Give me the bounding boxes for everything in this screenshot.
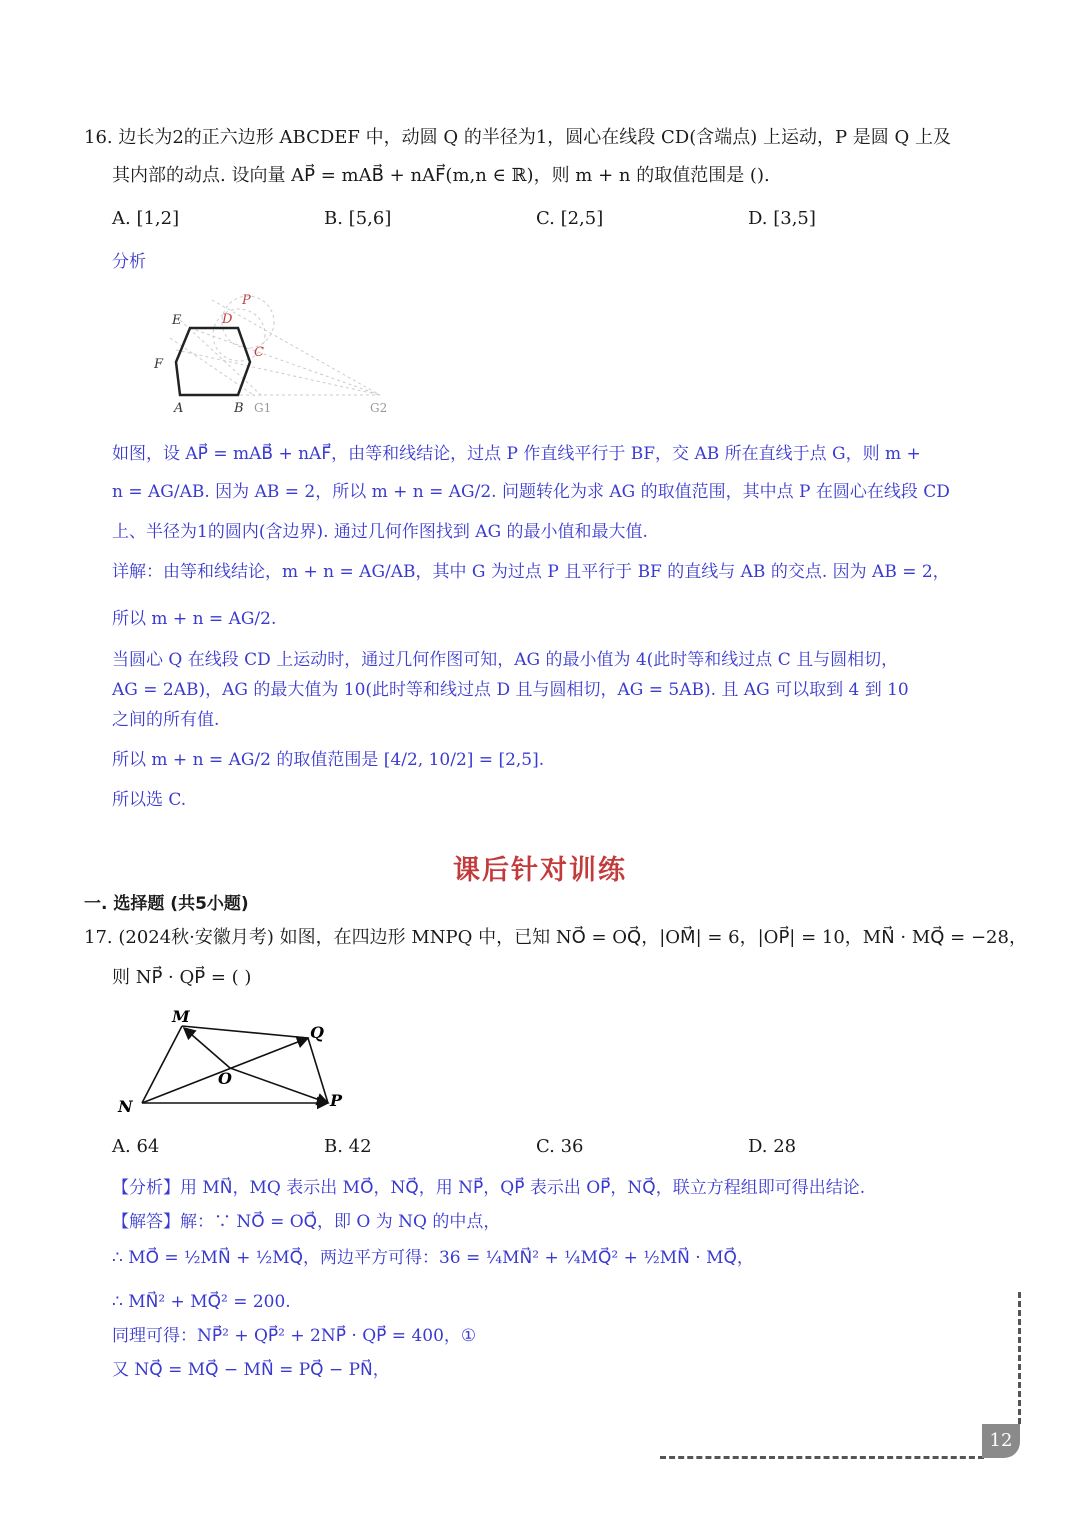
page-border-horizontal <box>660 1456 984 1459</box>
q16-solution-7: AG = 2AB)，AG 的最大值为 10(此时等和线过点 D 且与圆相切，AG = 5AB). 且 AG 可以取到 4 到 10 <box>112 680 909 700</box>
label-e: E <box>172 313 182 328</box>
label-b: B <box>234 401 244 416</box>
quadrilateral-figure <box>110 1000 360 1120</box>
label-g1: G1 <box>254 401 272 415</box>
label-q: Q <box>310 1023 324 1042</box>
label-a: A <box>174 401 184 416</box>
q17-option-a: A. 64 <box>112 1136 160 1157</box>
page-border-vertical <box>1018 1292 1021 1424</box>
label-p: P <box>242 293 251 308</box>
q17-solution-5: 同理可得：NP⃗² + QP⃗² + 2NP⃗ · QP⃗ = 400，① <box>112 1326 477 1346</box>
label-n: N <box>118 1097 133 1116</box>
q16-solution-8: 之间的所有值. <box>112 710 220 730</box>
q16-solution-3: 上、半径为1的圆内(含边界). 通过几何作图找到 AG 的最小值和最大值. <box>112 522 648 542</box>
label-o: O <box>218 1069 232 1088</box>
label-d: D <box>222 312 233 327</box>
q17-solution-1: 【分析】用 MN⃗，MQ 表示出 MO⃗，NQ⃗，用 NP⃗，QP⃗ 表示出 OP⃗，NQ⃗，联立方程组即可得出结论. <box>112 1178 866 1198</box>
label-m: M <box>172 1007 190 1026</box>
q17-option-b: B. 42 <box>324 1136 372 1157</box>
q16-option-a: A. [1,2] <box>112 208 180 229</box>
label-p: P <box>330 1091 343 1110</box>
q16-option-d: D. [3,5] <box>748 208 816 229</box>
q17-solution-2: 【解答】解：∵ NO⃗ = OQ⃗，即 O 为 NQ 的中点， <box>112 1212 501 1232</box>
q16-solution-5: 所以 m + n = AG/2. <box>112 609 277 629</box>
q17-solution-4: ∴ MN⃗² + MQ⃗² = 200. <box>112 1292 291 1312</box>
q16-option-b: B. [5,6] <box>324 208 392 229</box>
q16-solution-2: n = AG/AB. 因为 AB = 2，所以 m + n = AG/2. 问题转化为求 AG 的取值范围，其中点 P 在圆心在线段 CD <box>112 482 950 502</box>
q16-line2: 其内部的动点. 设向量 AP⃗ = mAB⃗ + nAF⃗(m,n ∈ ℝ)，则 m + n 的取值范围是 (). <box>112 165 770 186</box>
section-title: 课后针对训练 <box>453 855 627 886</box>
q17-solution-3: ∴ MO⃗ = ½MN⃗ + ½MQ⃗，两边平方可得：36 = ¼MN⃗² + ¼MQ⃗² + ½MN⃗ · MQ⃗， <box>112 1248 754 1268</box>
q17-line1: 17. (2024秋·安徽月考) 如图，在四边形 MNPQ 中，已知 NO⃗ = OQ⃗，|OM⃗| = 6，|OP⃗| = 10，MN⃗ · MQ⃗ = −28， <box>84 927 1027 948</box>
q17-solution-6: 又 NQ⃗ = MQ⃗ − MN⃗ = PQ⃗ − PN⃗， <box>112 1360 390 1380</box>
label-c: C <box>254 345 264 360</box>
q16-option-c: C. [2,5] <box>536 208 604 229</box>
q16-line1: 16. 边长为2的正六边形 ABCDEF 中，动圆 Q 的半径为1，圆心在线段 CD(含端点) 上运动，P 是圆 Q 上及 <box>84 127 952 148</box>
subheading: 一. 选择题 (共5小题) <box>84 894 249 914</box>
q17-line2: 则 NP⃗ · QP⃗ = ( ) <box>112 967 252 988</box>
q17-option-c: C. 36 <box>536 1136 584 1157</box>
q16-solution-4: 详解：由等和线结论，m + n = AG/AB，其中 G 为过点 P 且平行于 BF 的直线与 AB 的交点. 因为 AB = 2， <box>112 562 950 582</box>
q16-solution-9: 所以 m + n = AG/2 的取值范围是 [4/2, 10/2] = [2,5]. <box>112 750 545 770</box>
page-number: 12 <box>982 1424 1020 1458</box>
label-f: F <box>154 357 164 372</box>
hexagon-figure <box>150 290 400 420</box>
q16-solution-10: 所以选 C. <box>112 790 187 810</box>
q16-solution-6: 当圆心 Q 在线段 CD 上运动时，通过几何作图可知，AG 的最小值为 4(此时等和线过点 C 且与圆相切， <box>112 650 899 670</box>
q17-option-d: D. 28 <box>748 1136 797 1157</box>
q16-analysis-label: 分析 <box>112 252 146 272</box>
q16-solution-1: 如图，设 AP⃗ = mAB⃗ + nAF⃗，由等和线结论，过点 P 作直线平行于 BF，交 AB 所在直线于点 G，则 m + <box>112 444 921 464</box>
label-g2: G2 <box>370 401 388 415</box>
